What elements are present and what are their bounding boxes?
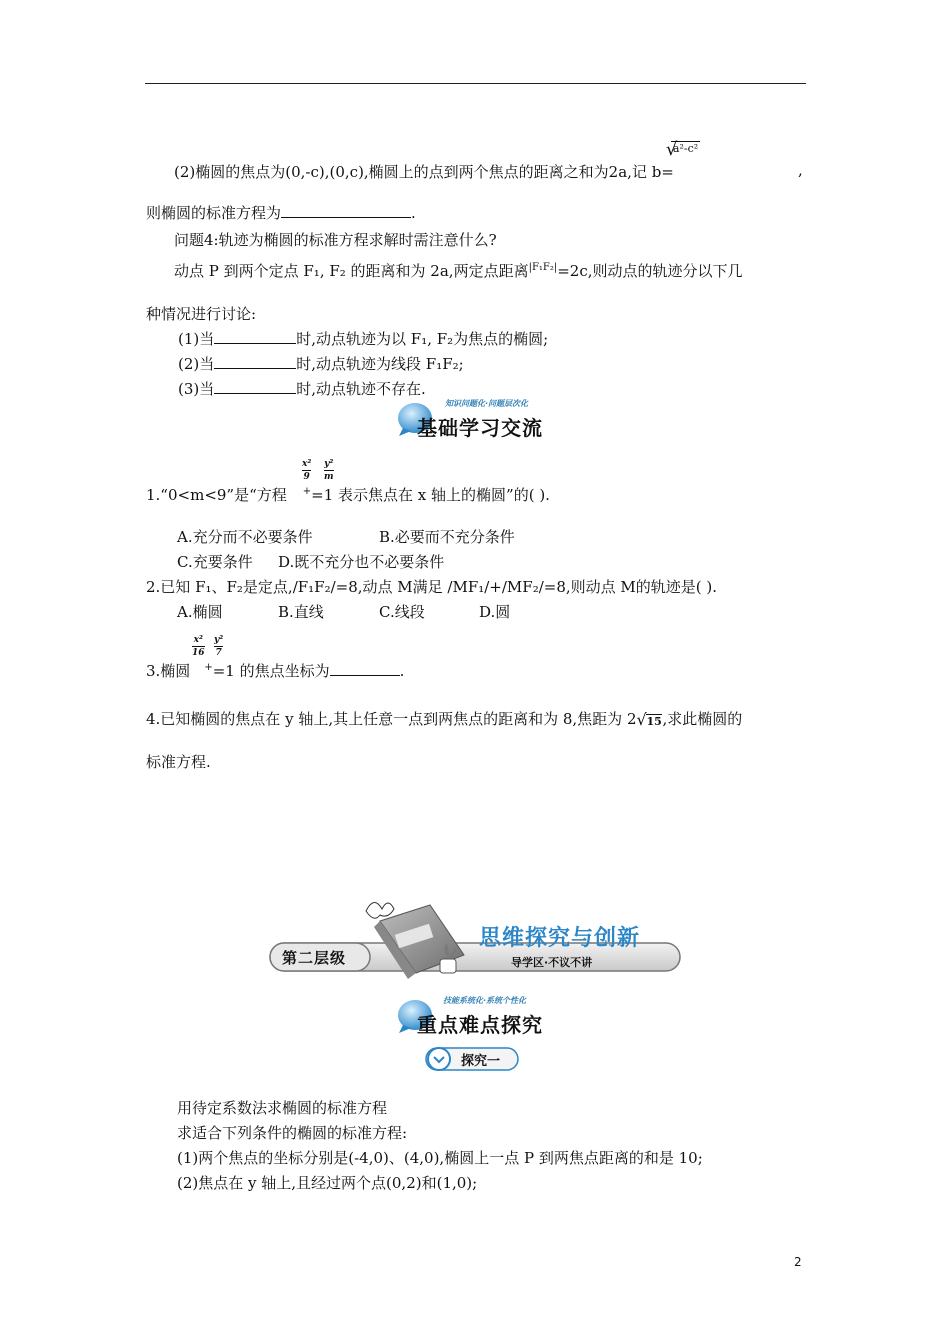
case3 — [178, 378, 426, 399]
e2-option-b[interactable]: B.直线 — [278, 603, 324, 621]
exercise-2: 2.已知 F₁、F₂是定点,/F₁F₂/=8,动点 M满足 /MF₁/+/MF₂/=8,则动点 M的轨迹是( ). — [146, 578, 718, 596]
item2-line2-end: . — [411, 204, 416, 222]
header-rule — [145, 83, 806, 84]
e3-end: . — [399, 662, 405, 680]
q4-line1 — [174, 260, 743, 281]
banner2-subtitle: 导学区·不议不讲 — [511, 956, 593, 969]
exercise-3 — [146, 660, 404, 681]
e4-pre: 4.已知椭圆的焦点在 y 轴上,其上任意一点到两焦点的距离和为 8,焦距为 2 — [146, 710, 637, 728]
sqrt-sign-icon: √ — [636, 710, 647, 729]
banner1-subtitle: 知识问题化·问题层次化 — [445, 399, 529, 408]
tab-label: 探究一 — [461, 1054, 501, 1069]
e1-frac1-num: x² — [302, 459, 312, 469]
e1-frac2-num: y² — [324, 459, 334, 469]
case1 — [178, 328, 548, 349]
sqrt-radicand: a²-c² — [672, 142, 699, 155]
e1-pre: 1.“0<m<9”是“方程 — [146, 486, 287, 504]
item2-comma: , — [798, 161, 803, 179]
q4-line1-end: =2c,则动点的轨迹分以下几 — [557, 262, 743, 280]
explore-instruction: 求适合下列条件的椭圆的标准方程: — [177, 1124, 408, 1142]
page-number: 2 — [794, 1255, 802, 1269]
e1-fraction1 — [302, 459, 311, 482]
e3-frac1-num: x² — [193, 635, 203, 645]
case1-post: 时,动点轨迹为以 F₁, F₂为焦点的椭圆; — [296, 330, 549, 348]
e3-fraction1 — [192, 635, 205, 658]
e1-option-d[interactable]: D.既不充分也不必要条件 — [278, 553, 445, 571]
e4-line2: 标准方程. — [146, 753, 211, 771]
case3-blank[interactable] — [214, 379, 296, 394]
answer-blank[interactable] — [281, 203, 411, 218]
e2-option-d[interactable]: D.圆 — [479, 603, 511, 621]
explore-item2: (2)焦点在 y 轴上,且经过两个点(0,2)和(1,0); — [177, 1174, 478, 1192]
banner1-title: 基础学习交流 — [417, 416, 543, 440]
banner3-subtitle: 技能系统化·系统个性化 — [443, 996, 527, 1005]
banner2-title: 思维探究与创新 — [479, 926, 641, 951]
tab-explore-one[interactable] — [425, 1045, 521, 1073]
f1f2-abs: |F₁F₂| — [528, 262, 558, 273]
explore-heading: 用待定系数法求椭圆的标准方程 — [177, 1099, 388, 1117]
e1-option-c[interactable]: C.充要条件 — [177, 553, 253, 571]
question4: 问题4:轨迹为椭圆的标准方程求解时需注意什么? — [174, 231, 497, 249]
e4-post: ,求此椭圆的 — [662, 710, 743, 728]
e2-option-c[interactable]: C.线段 — [379, 603, 425, 621]
case2-pre: (2)当 — [178, 355, 215, 373]
chevron-down-icon — [431, 1052, 447, 1066]
e3-frac2-num: y² — [214, 635, 224, 645]
e3-frac1-den: 16 — [192, 648, 205, 658]
e1-post: =1 表示焦点在 x 轴上的椭圆”的( ). — [311, 486, 550, 504]
e3-pre: 3.椭圆 — [146, 662, 191, 680]
case1-pre: (1)当 — [178, 330, 215, 348]
e2-option-a[interactable]: A.椭圆 — [177, 603, 223, 621]
exercise-4 — [146, 708, 742, 729]
e3-blank[interactable] — [330, 661, 400, 676]
case1-blank[interactable] — [214, 329, 296, 344]
case3-post: 时,动点轨迹不存在. — [296, 380, 426, 398]
case2-blank[interactable] — [214, 354, 296, 369]
fraction-bar — [324, 470, 334, 471]
banner-basic-learning — [395, 398, 565, 440]
banner2-level: 第二层级 — [282, 949, 347, 967]
q4-line1-text: 动点 P 到两个定点 F₁, F₂ 的距离和为 2a,两定点距离 — [174, 262, 529, 280]
fraction-bar — [192, 646, 205, 647]
item2-line2-text: 则椭圆的标准方程为 — [146, 204, 282, 222]
sqrt15-radicand: 15 — [646, 715, 662, 728]
banner-level-two — [268, 893, 683, 985]
e1-fraction2 — [324, 459, 334, 482]
case2-post: 时,动点轨迹为线段 F₁F₂; — [296, 355, 464, 373]
item2-text: (2)椭圆的焦点为(0,-c),(0,c),椭圆上的点到两个焦点的距离之和为2a,记 b= — [174, 163, 674, 181]
e1-plus: + — [302, 486, 312, 497]
e3-frac2-den: 7 — [215, 648, 222, 658]
fraction-bar — [302, 470, 311, 471]
e3-fraction2 — [214, 635, 223, 658]
e1-option-a[interactable]: A.充分而不必要条件 — [177, 528, 313, 546]
case2 — [178, 353, 464, 374]
e1-frac2-den: m — [324, 472, 334, 482]
sqrt-sign-icon: √ — [665, 139, 678, 160]
item2-line2 — [146, 202, 416, 223]
case3-pre: (3)当 — [178, 380, 215, 398]
exercise-1 — [146, 484, 550, 505]
q4-line2: 种情况进行讨论: — [146, 305, 257, 323]
banner3-title: 重点难点探究 — [417, 1013, 543, 1037]
e3-plus: + — [204, 662, 213, 673]
banner-key-points — [395, 995, 565, 1037]
butterfly-icon — [366, 902, 394, 918]
e1-option-b[interactable]: B.必要而不充分条件 — [379, 528, 515, 546]
e3-post: =1 的焦点坐标为 — [212, 662, 330, 680]
explore-item1: (1)两个焦点的坐标分别是(-4,0)、(4,0),椭圆上一点 P 到两焦点距离的和是 10; — [177, 1149, 703, 1167]
item2-line — [174, 139, 699, 182]
fraction-bar — [214, 646, 223, 647]
e1-frac1-den: 9 — [303, 472, 310, 482]
